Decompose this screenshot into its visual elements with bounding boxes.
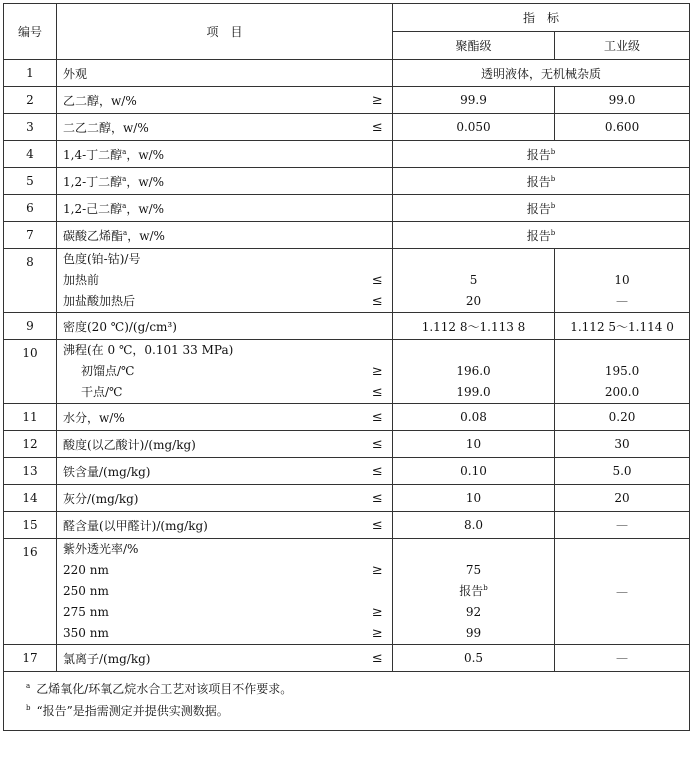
row-no: 4 (4, 141, 57, 168)
row-industrial-value: 0.20 (555, 404, 690, 431)
sub-item-industrial: — (616, 294, 629, 308)
sub-item-label: 加热前 (63, 273, 100, 287)
row-item: 氯离子/(mg/kg) (57, 645, 363, 672)
sub-item-label: 220 nm (63, 563, 109, 577)
row-industrial-value: 99.0 (555, 87, 690, 114)
sub-item-label: 275 nm (63, 605, 109, 619)
table-row (4, 114, 690, 141)
row-no: 6 (4, 195, 57, 222)
row-item (57, 539, 363, 645)
footnote-ref: a (122, 201, 127, 210)
row-item (57, 249, 363, 313)
row-no: 8 (4, 249, 57, 313)
sub-item-polyester: 92 (465, 605, 482, 619)
sub-item-sym: ≤ (371, 294, 383, 309)
table-row (4, 168, 690, 195)
sub-item-sym: ≤ (371, 385, 383, 400)
row-no: 10 (4, 340, 57, 404)
row-item-text: 1,2-丁二醇 (63, 174, 123, 189)
footnote (26, 700, 689, 722)
sub-item-sym: ≥ (371, 626, 383, 641)
sub-item-industrial: 195.0 (604, 364, 640, 378)
row-item (57, 168, 363, 195)
table-row (4, 313, 690, 340)
sub-item-polyester: 5 (469, 273, 478, 287)
row-sym: ≤ (363, 645, 393, 672)
report-text: 报告 (526, 174, 551, 189)
row-polyester-value (393, 539, 555, 645)
row-no: 15 (4, 512, 57, 539)
row-sym (363, 313, 393, 340)
footnote-ref: a (122, 147, 127, 156)
row-no: 9 (4, 313, 57, 340)
sub-item-polyester: 199.0 (456, 385, 491, 399)
row-item-title: 沸程(在 0 ℃，0.101 33 MPa) (63, 343, 234, 357)
row-sym: ≤ (363, 404, 393, 431)
footnotes (4, 672, 690, 731)
row-sym: ≥ (363, 87, 393, 114)
row-sym (363, 340, 393, 404)
table-row (4, 222, 690, 249)
table-row (4, 645, 690, 672)
footnote-text: “报告”是指需测定并提供实测数据。 (36, 704, 229, 718)
report-text: 报告 (526, 147, 551, 162)
row-polyester-value: 0.08 (393, 404, 555, 431)
report-text: 报告 (526, 228, 551, 243)
row-item: 铁含量/(mg/kg) (57, 458, 363, 485)
row-no: 17 (4, 645, 57, 672)
row-item (57, 195, 363, 222)
row-no: 5 (4, 168, 57, 195)
footnote-text: 乙烯氧化/环氧乙烷水合工艺对该项目不作要求。 (36, 682, 293, 696)
row-no: 12 (4, 431, 57, 458)
sub-item-industrial: 10 (614, 273, 630, 287)
row-polyester-value (393, 249, 555, 313)
footnote-ref: b (550, 147, 556, 156)
row-industrial-value (555, 249, 690, 313)
row-item (57, 141, 363, 168)
row-item: 二乙二醇，w/% (57, 114, 363, 141)
footnote-row (4, 672, 690, 731)
sub-item-polyester (393, 581, 554, 602)
row-no: 13 (4, 458, 57, 485)
footnote-ref: a (122, 174, 127, 183)
sub-item-label: 350 nm (63, 626, 109, 640)
row-polyester-value (393, 340, 555, 404)
footnote-mark: b (26, 704, 31, 712)
row-item-title: 紫外透光率/% (63, 542, 139, 556)
header-row-1 (4, 4, 690, 32)
report-text: 报告 (526, 201, 551, 216)
row-industrial-value: 0.600 (555, 114, 690, 141)
row-no: 2 (4, 87, 57, 114)
row-polyester-value: 0.10 (393, 458, 555, 485)
sub-item-label: 干点/℃ (81, 385, 123, 399)
row-sym: ≤ (363, 512, 393, 539)
row-sym: ≤ (363, 485, 393, 512)
row-industrial-value: — (555, 539, 690, 645)
row-merged-value: 透明液体，无机械杂质 (393, 60, 690, 87)
row-sym: ≤ (363, 458, 393, 485)
row-merged-value (393, 222, 690, 249)
row-sym (363, 168, 393, 195)
report-text: 报告 (459, 584, 484, 598)
spec-table (3, 3, 690, 731)
sub-item-sym: ≥ (371, 364, 383, 379)
row-industrial-value: 30 (555, 431, 690, 458)
row-no: 7 (4, 222, 57, 249)
row-no: 1 (4, 60, 57, 87)
row-industrial-value: 20 (555, 485, 690, 512)
row-polyester-value: 10 (393, 431, 555, 458)
row-item-text: 碳酸乙烯酯 (63, 228, 124, 243)
row-sym (363, 539, 393, 645)
row-polyester-value: 0.5 (393, 645, 555, 672)
row-industrial-value: 1.112 5～1.114 0 (555, 313, 690, 340)
sub-item-polyester: 75 (465, 563, 482, 577)
row-sym (363, 141, 393, 168)
footnote-ref: b (550, 201, 556, 210)
footnote-mark: a (26, 682, 31, 690)
footnote (26, 678, 689, 700)
row-item-unit: ，w/% (126, 147, 165, 162)
footnote-ref: a (123, 228, 128, 237)
table-row (4, 60, 690, 87)
row-item: 水分，w/% (57, 404, 363, 431)
table-row (4, 141, 690, 168)
table-row (4, 485, 690, 512)
row-industrial-value (555, 340, 690, 404)
row-item (57, 222, 363, 249)
row-item-text: 1,2-己二醇 (63, 201, 123, 216)
table-row-color (4, 249, 690, 313)
row-no: 14 (4, 485, 57, 512)
row-item-unit: ，w/% (126, 174, 165, 189)
sub-item-sym: ≥ (371, 605, 383, 620)
sub-item-label: 加盐酸加热后 (63, 294, 136, 308)
row-item-unit: ，w/% (127, 228, 165, 243)
sub-item-polyester: 20 (465, 294, 482, 308)
header-item: 项 目 (57, 4, 393, 60)
row-merged-value (393, 141, 690, 168)
row-sym: ≤ (363, 431, 393, 458)
row-item-text: 1,4-丁二醇 (63, 147, 123, 162)
footnote-ref: b (550, 228, 556, 237)
row-sym (363, 249, 393, 313)
row-merged-value (393, 168, 690, 195)
row-item: 醛含量(以甲醛计)/(mg/kg) (57, 512, 363, 539)
row-no: 3 (4, 114, 57, 141)
row-item-title: 色度(铂-钴)/号 (63, 252, 141, 266)
row-item: 外观 (57, 60, 363, 87)
row-polyester-value: 0.050 (393, 114, 555, 141)
row-item: 乙二醇，w/% (57, 87, 363, 114)
header-grade-industrial: 工业级 (555, 32, 690, 60)
row-sym (363, 60, 393, 87)
row-polyester-value: 10 (393, 485, 555, 512)
row-industrial-value: 5.0 (555, 458, 690, 485)
sub-item-industrial: 200.0 (604, 385, 640, 399)
row-no: 16 (4, 539, 57, 645)
sub-item-sym (363, 581, 393, 602)
row-item: 酸度(以乙酸计)/(mg/kg) (57, 431, 363, 458)
table-row (4, 431, 690, 458)
row-item: 灰分/(mg/kg) (57, 485, 363, 512)
sub-item-polyester: 99 (465, 626, 482, 640)
row-item (57, 340, 363, 404)
row-merged-value (393, 195, 690, 222)
table-row (4, 404, 690, 431)
table-row (4, 512, 690, 539)
footnote-ref: b (483, 584, 488, 592)
sub-item-polyester: 196.0 (456, 364, 491, 378)
table-row (4, 458, 690, 485)
row-item-unit: ，w/% (126, 201, 165, 216)
sub-item-sym: ≤ (371, 273, 383, 288)
row-sym: ≤ (363, 114, 393, 141)
spec-table-container (3, 3, 689, 731)
table-row (4, 195, 690, 222)
row-no: 11 (4, 404, 57, 431)
row-polyester-value: 8.0 (393, 512, 555, 539)
header-grade-polyester: 聚酯级 (393, 32, 555, 60)
table-row-uv (4, 539, 690, 645)
footnote-ref: b (550, 174, 556, 183)
row-item: 密度(20 ℃)/(g/cm³) (57, 313, 363, 340)
sub-item-label: 250 nm (63, 584, 109, 598)
row-polyester-value: 1.112 8～1.113 8 (393, 313, 555, 340)
row-sym (363, 195, 393, 222)
row-industrial-value: — (555, 645, 690, 672)
row-sym (363, 222, 393, 249)
row-industrial-value: — (555, 512, 690, 539)
row-polyester-value: 99.9 (393, 87, 555, 114)
header-no: 编号 (4, 4, 57, 60)
sub-item-sym: ≥ (371, 563, 383, 578)
table-row-boiling (4, 340, 690, 404)
header-index: 指 标 (393, 4, 690, 32)
table-row (4, 87, 690, 114)
sub-item-label: 初馏点/℃ (81, 364, 135, 378)
